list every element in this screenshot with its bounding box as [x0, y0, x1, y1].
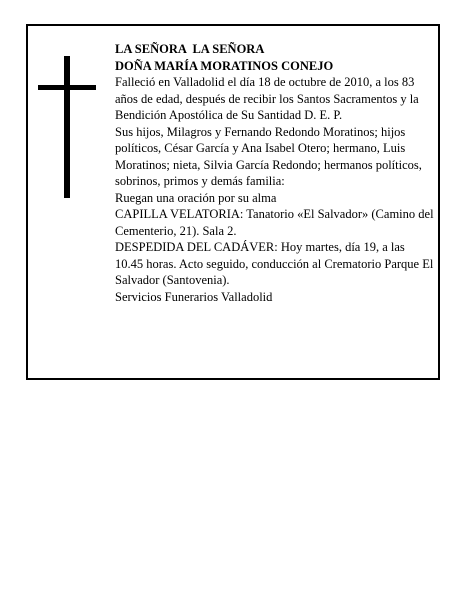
notice-heading: LA SEÑORA LA SEÑORA — [115, 42, 265, 56]
cross-icon — [38, 56, 96, 198]
funeral-service: Servicios Funerarios Valladolid — [115, 289, 273, 304]
farewell-paragraph: DESPEDIDA DEL CADÁVER: Hoy martes, día 19, a las 10.45 horas. Acto seguido, conducción al Crematorio Parque El Salvador (Santovenia). — [115, 240, 434, 287]
deceased-name: DOÑA MARÍA MORATINOS CONEJO — [115, 58, 334, 73]
chapel-paragraph: CAPILLA VELATORIA: Tanatorio «El Salvador» (Camino del Cementerio, 21). Sala 2. — [115, 207, 434, 238]
cross-horizontal-bar — [38, 85, 96, 90]
notice-text — [115, 41, 435, 305]
prayer-line: Ruegan una oración por su alma — [115, 190, 277, 205]
death-paragraph: Falleció en Valladolid el día 18 de octubre de 2010, a los 83 años de edad, después de recibir los Santos Sacramentos y la Bendición Apostólica de Su Santidad D. E. P. — [115, 75, 419, 122]
obituary-notice — [26, 24, 440, 380]
family-paragraph: Sus hijos, Milagros y Fernando Redondo Moratinos; hijos políticos, César García y Ana Isabel Otero; hermano, Luis Moratinos; nieta, Silvia García Redondo; hermanos políticos, sobrinos, primos y demás familia: — [115, 124, 422, 188]
cross-vertical-bar — [64, 56, 70, 198]
